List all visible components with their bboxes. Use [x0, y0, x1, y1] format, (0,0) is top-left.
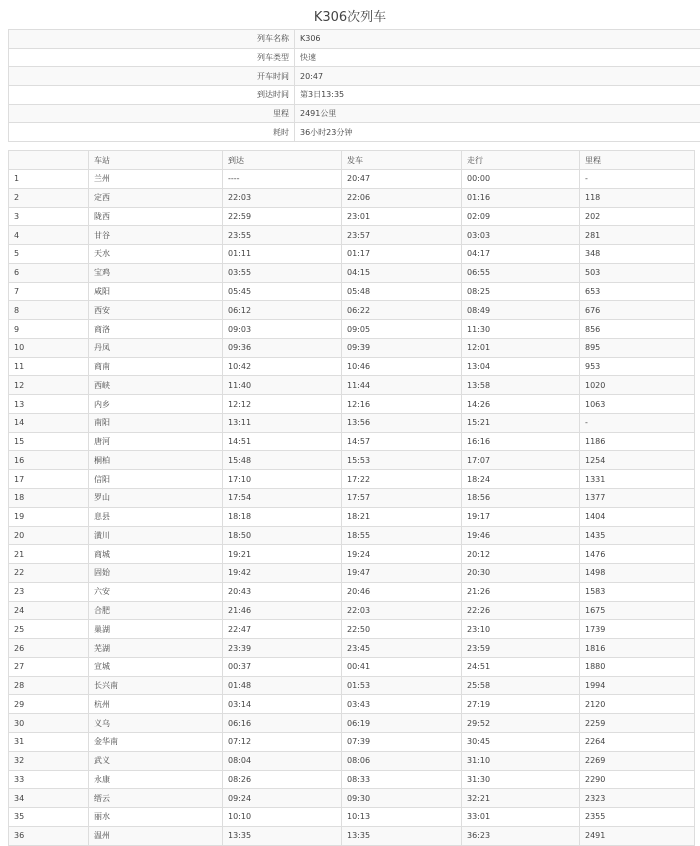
stop-arrive: 22:03	[223, 188, 342, 207]
stop-elapsed: 18:24	[462, 470, 580, 489]
stop-distance: 676	[580, 301, 695, 320]
stop-elapsed: 02:09	[462, 207, 580, 226]
table-row	[9, 657, 695, 676]
table-row	[9, 751, 695, 770]
stop-depart: 08:33	[342, 770, 462, 789]
stop-station: 丽水	[89, 808, 223, 827]
stop-depart: 20:46	[342, 582, 462, 601]
table-row	[9, 170, 695, 189]
stop-elapsed: 32:21	[462, 789, 580, 808]
stop-distance: 1435	[580, 526, 695, 545]
stop-depart: 09:30	[342, 789, 462, 808]
stop-index: 1	[9, 170, 89, 189]
stop-station: 兰州	[89, 170, 223, 189]
stop-station: 武义	[89, 751, 223, 770]
stop-distance: 653	[580, 282, 695, 301]
stop-depart: 06:22	[342, 301, 462, 320]
stop-depart: 10:13	[342, 808, 462, 827]
train-info-table	[8, 29, 700, 142]
stop-station: 定西	[89, 188, 223, 207]
stop-depart: 06:19	[342, 714, 462, 733]
stop-distance: 1063	[580, 395, 695, 414]
stop-distance: 2269	[580, 751, 695, 770]
stop-station: 六安	[89, 582, 223, 601]
stop-depart: 00:41	[342, 657, 462, 676]
stop-arrive: 00:37	[223, 657, 342, 676]
stop-arrive: 22:59	[223, 207, 342, 226]
stop-elapsed: 13:58	[462, 376, 580, 395]
table-row	[9, 489, 695, 508]
stop-distance: 2323	[580, 789, 695, 808]
table-row	[9, 732, 695, 751]
stop-distance: 2259	[580, 714, 695, 733]
stop-elapsed: 00:00	[462, 170, 580, 189]
info-label: 开车时间	[9, 67, 295, 86]
stop-index: 17	[9, 470, 89, 489]
stop-distance: 2264	[580, 732, 695, 751]
table-row	[9, 808, 695, 827]
stop-index: 26	[9, 639, 89, 658]
info-value: 36小时23分钟	[295, 123, 700, 142]
stop-arrive: 22:47	[223, 620, 342, 639]
stop-station: 商南	[89, 357, 223, 376]
stop-arrive: 01:11	[223, 245, 342, 264]
stop-distance: -	[580, 170, 695, 189]
stop-arrive: 13:35	[223, 826, 342, 845]
stop-elapsed: 03:03	[462, 226, 580, 245]
stop-index: 9	[9, 320, 89, 339]
col-header-index	[9, 151, 89, 170]
stop-distance: 2491	[580, 826, 695, 845]
info-row	[9, 104, 700, 123]
stop-distance: 202	[580, 207, 695, 226]
table-row	[9, 432, 695, 451]
stop-distance: 503	[580, 263, 695, 282]
stop-index: 32	[9, 751, 89, 770]
table-row	[9, 826, 695, 845]
col-header-distance: 里程	[580, 151, 695, 170]
stop-elapsed: 27:19	[462, 695, 580, 714]
stop-elapsed: 29:52	[462, 714, 580, 733]
stop-distance: 895	[580, 338, 695, 357]
stop-arrive: 11:40	[223, 376, 342, 395]
stop-station: 芜湖	[89, 639, 223, 658]
stop-distance: -	[580, 413, 695, 432]
stop-station: 长兴南	[89, 676, 223, 695]
stop-arrive: 12:12	[223, 395, 342, 414]
stop-station: 丹凤	[89, 338, 223, 357]
stop-arrive: 18:50	[223, 526, 342, 545]
stop-distance: 1404	[580, 507, 695, 526]
stop-station: 巢湖	[89, 620, 223, 639]
stop-distance: 1254	[580, 451, 695, 470]
stop-station: 信阳	[89, 470, 223, 489]
stop-elapsed: 12:01	[462, 338, 580, 357]
stop-depart: 18:21	[342, 507, 462, 526]
stop-index: 28	[9, 676, 89, 695]
stop-station: 南阳	[89, 413, 223, 432]
stop-index: 16	[9, 451, 89, 470]
stop-elapsed: 06:55	[462, 263, 580, 282]
stop-depart: 23:45	[342, 639, 462, 658]
table-row	[9, 620, 695, 639]
stop-station: 陇西	[89, 207, 223, 226]
stop-index: 6	[9, 263, 89, 282]
table-row	[9, 376, 695, 395]
stop-elapsed: 20:12	[462, 545, 580, 564]
stop-distance: 118	[580, 188, 695, 207]
stop-station: 宣城	[89, 657, 223, 676]
info-value: 2491公里	[295, 104, 700, 123]
stop-arrive: 06:12	[223, 301, 342, 320]
stop-distance: 1739	[580, 620, 695, 639]
stop-depart: 10:46	[342, 357, 462, 376]
stop-elapsed: 23:10	[462, 620, 580, 639]
table-row	[9, 714, 695, 733]
stop-index: 29	[9, 695, 89, 714]
stop-distance: 1331	[580, 470, 695, 489]
stop-elapsed: 31:10	[462, 751, 580, 770]
stop-depart: 11:44	[342, 376, 462, 395]
stop-elapsed: 13:04	[462, 357, 580, 376]
stop-distance: 856	[580, 320, 695, 339]
stop-elapsed: 25:58	[462, 676, 580, 695]
stop-index: 33	[9, 770, 89, 789]
stop-arrive: ----	[223, 170, 342, 189]
stop-distance: 1994	[580, 676, 695, 695]
table-row	[9, 676, 695, 695]
stop-depart: 19:47	[342, 564, 462, 583]
stop-station: 罗山	[89, 489, 223, 508]
stop-index: 15	[9, 432, 89, 451]
info-label: 里程	[9, 104, 295, 123]
info-value: 第3日13:35	[295, 86, 700, 105]
stop-station: 内乡	[89, 395, 223, 414]
stop-index: 8	[9, 301, 89, 320]
stop-arrive: 13:11	[223, 413, 342, 432]
stop-station: 天水	[89, 245, 223, 264]
info-label: 列车类型	[9, 48, 295, 67]
stop-arrive: 20:43	[223, 582, 342, 601]
stop-station: 唐河	[89, 432, 223, 451]
stop-arrive: 01:48	[223, 676, 342, 695]
stop-station: 西安	[89, 301, 223, 320]
stop-elapsed: 21:26	[462, 582, 580, 601]
stop-index: 3	[9, 207, 89, 226]
stop-index: 25	[9, 620, 89, 639]
stop-index: 7	[9, 282, 89, 301]
stop-elapsed: 23:59	[462, 639, 580, 658]
info-row	[9, 86, 700, 105]
table-row	[9, 695, 695, 714]
stop-index: 24	[9, 601, 89, 620]
info-row	[9, 67, 700, 86]
stop-station: 咸阳	[89, 282, 223, 301]
stop-distance: 1186	[580, 432, 695, 451]
stop-station: 杭州	[89, 695, 223, 714]
stop-elapsed: 22:26	[462, 601, 580, 620]
table-row	[9, 245, 695, 264]
table-row	[9, 207, 695, 226]
info-label: 列车名称	[9, 30, 295, 49]
table-row	[9, 338, 695, 357]
table-row	[9, 395, 695, 414]
stop-arrive: 08:26	[223, 770, 342, 789]
stop-arrive: 17:54	[223, 489, 342, 508]
table-row	[9, 639, 695, 658]
stop-station: 商洛	[89, 320, 223, 339]
stop-depart: 23:57	[342, 226, 462, 245]
stop-distance: 1880	[580, 657, 695, 676]
table-row	[9, 770, 695, 789]
stop-distance: 281	[580, 226, 695, 245]
stop-depart: 22:03	[342, 601, 462, 620]
col-header-station: 车站	[89, 151, 223, 170]
stop-index: 13	[9, 395, 89, 414]
stop-elapsed: 20:30	[462, 564, 580, 583]
stop-arrive: 07:12	[223, 732, 342, 751]
stop-elapsed: 30:45	[462, 732, 580, 751]
stop-arrive: 08:04	[223, 751, 342, 770]
stop-index: 36	[9, 826, 89, 845]
stop-distance: 348	[580, 245, 695, 264]
stop-distance: 1476	[580, 545, 695, 564]
stop-arrive: 03:14	[223, 695, 342, 714]
stop-distance: 2290	[580, 770, 695, 789]
stop-arrive: 10:10	[223, 808, 342, 827]
train-stops-table	[8, 150, 695, 846]
col-header-elapsed: 走行	[462, 151, 580, 170]
stop-distance: 2355	[580, 808, 695, 827]
stop-arrive: 23:55	[223, 226, 342, 245]
info-row	[9, 48, 700, 67]
stop-index: 12	[9, 376, 89, 395]
stop-index: 5	[9, 245, 89, 264]
stop-elapsed: 04:17	[462, 245, 580, 264]
stop-depart: 03:43	[342, 695, 462, 714]
page-title: K306次列车	[313, 10, 387, 25]
stop-depart: 09:05	[342, 320, 462, 339]
stop-index: 23	[9, 582, 89, 601]
stop-depart: 20:47	[342, 170, 462, 189]
stop-index: 30	[9, 714, 89, 733]
stop-index: 21	[9, 545, 89, 564]
col-header-arrive: 到达	[223, 151, 342, 170]
stop-arrive: 09:36	[223, 338, 342, 357]
stop-depart: 12:16	[342, 395, 462, 414]
stop-elapsed: 33:01	[462, 808, 580, 827]
stop-depart: 22:50	[342, 620, 462, 639]
stop-depart: 23:01	[342, 207, 462, 226]
stop-elapsed: 11:30	[462, 320, 580, 339]
stop-elapsed: 24:51	[462, 657, 580, 676]
stop-elapsed: 17:07	[462, 451, 580, 470]
stop-station: 永康	[89, 770, 223, 789]
table-row	[9, 470, 695, 489]
table-row	[9, 320, 695, 339]
stop-station: 潢川	[89, 526, 223, 545]
stop-arrive: 03:55	[223, 263, 342, 282]
stop-arrive: 21:46	[223, 601, 342, 620]
stop-station: 合肥	[89, 601, 223, 620]
table-row	[9, 263, 695, 282]
stop-elapsed: 15:21	[462, 413, 580, 432]
stop-index: 22	[9, 564, 89, 583]
stop-index: 10	[9, 338, 89, 357]
table-header-row	[9, 151, 695, 170]
stop-elapsed: 08:49	[462, 301, 580, 320]
stop-depart: 07:39	[342, 732, 462, 751]
info-label: 到达时间	[9, 86, 295, 105]
stop-station: 息县	[89, 507, 223, 526]
table-row	[9, 526, 695, 545]
table-row	[9, 301, 695, 320]
stop-depart: 01:17	[342, 245, 462, 264]
table-row	[9, 282, 695, 301]
stop-index: 11	[9, 357, 89, 376]
stop-depart: 09:39	[342, 338, 462, 357]
stop-elapsed: 19:46	[462, 526, 580, 545]
table-row	[9, 226, 695, 245]
stop-station: 温州	[89, 826, 223, 845]
table-row	[9, 545, 695, 564]
stop-depart: 18:55	[342, 526, 462, 545]
stop-depart: 17:22	[342, 470, 462, 489]
info-value: 快速	[295, 48, 700, 67]
stop-arrive: 18:18	[223, 507, 342, 526]
stop-depart: 13:35	[342, 826, 462, 845]
stop-index: 20	[9, 526, 89, 545]
stop-station: 商城	[89, 545, 223, 564]
stop-arrive: 19:21	[223, 545, 342, 564]
stop-station: 固始	[89, 564, 223, 583]
table-row	[9, 188, 695, 207]
stop-arrive: 06:16	[223, 714, 342, 733]
stop-arrive: 15:48	[223, 451, 342, 470]
info-row	[9, 30, 700, 49]
stop-arrive: 09:03	[223, 320, 342, 339]
stop-station: 缙云	[89, 789, 223, 808]
stop-station: 金华南	[89, 732, 223, 751]
stop-arrive: 05:45	[223, 282, 342, 301]
stop-elapsed: 31:30	[462, 770, 580, 789]
stop-elapsed: 14:26	[462, 395, 580, 414]
stop-index: 4	[9, 226, 89, 245]
stop-elapsed: 19:17	[462, 507, 580, 526]
stop-elapsed: 36:23	[462, 826, 580, 845]
stop-arrive: 10:42	[223, 357, 342, 376]
stop-depart: 19:24	[342, 545, 462, 564]
col-header-depart: 发车	[342, 151, 462, 170]
stop-depart: 14:57	[342, 432, 462, 451]
stop-station: 西峡	[89, 376, 223, 395]
info-value: K306	[295, 30, 700, 49]
stop-distance: 1816	[580, 639, 695, 658]
stop-arrive: 23:39	[223, 639, 342, 658]
stop-depart: 04:15	[342, 263, 462, 282]
table-row	[9, 582, 695, 601]
stop-station: 义乌	[89, 714, 223, 733]
info-value: 20:47	[295, 67, 700, 86]
stop-depart: 08:06	[342, 751, 462, 770]
stop-station: 桐柏	[89, 451, 223, 470]
stop-distance: 953	[580, 357, 695, 376]
stop-index: 35	[9, 808, 89, 827]
stop-depart: 13:56	[342, 413, 462, 432]
stop-index: 2	[9, 188, 89, 207]
stop-depart: 22:06	[342, 188, 462, 207]
stop-index: 31	[9, 732, 89, 751]
stop-index: 19	[9, 507, 89, 526]
stop-distance: 2120	[580, 695, 695, 714]
table-row	[9, 789, 695, 808]
table-row	[9, 601, 695, 620]
stop-depart: 17:57	[342, 489, 462, 508]
stop-distance: 1377	[580, 489, 695, 508]
stop-index: 18	[9, 489, 89, 508]
stop-arrive: 14:51	[223, 432, 342, 451]
stop-elapsed: 08:25	[462, 282, 580, 301]
stop-depart: 15:53	[342, 451, 462, 470]
stop-index: 34	[9, 789, 89, 808]
info-row	[9, 123, 700, 142]
stop-depart: 05:48	[342, 282, 462, 301]
stop-distance: 1675	[580, 601, 695, 620]
stop-elapsed: 18:56	[462, 489, 580, 508]
stop-elapsed: 16:16	[462, 432, 580, 451]
stop-distance: 1498	[580, 564, 695, 583]
table-row	[9, 357, 695, 376]
stop-index: 27	[9, 657, 89, 676]
table-row	[9, 451, 695, 470]
stop-distance: 1583	[580, 582, 695, 601]
stop-elapsed: 01:16	[462, 188, 580, 207]
stop-station: 甘谷	[89, 226, 223, 245]
table-row	[9, 413, 695, 432]
table-row	[9, 564, 695, 583]
stop-arrive: 19:42	[223, 564, 342, 583]
stop-arrive: 17:10	[223, 470, 342, 489]
stop-station: 宝鸡	[89, 263, 223, 282]
stop-distance: 1020	[580, 376, 695, 395]
stop-depart: 01:53	[342, 676, 462, 695]
stop-index: 14	[9, 413, 89, 432]
info-label: 耗时	[9, 123, 295, 142]
table-row	[9, 507, 695, 526]
stop-arrive: 09:24	[223, 789, 342, 808]
